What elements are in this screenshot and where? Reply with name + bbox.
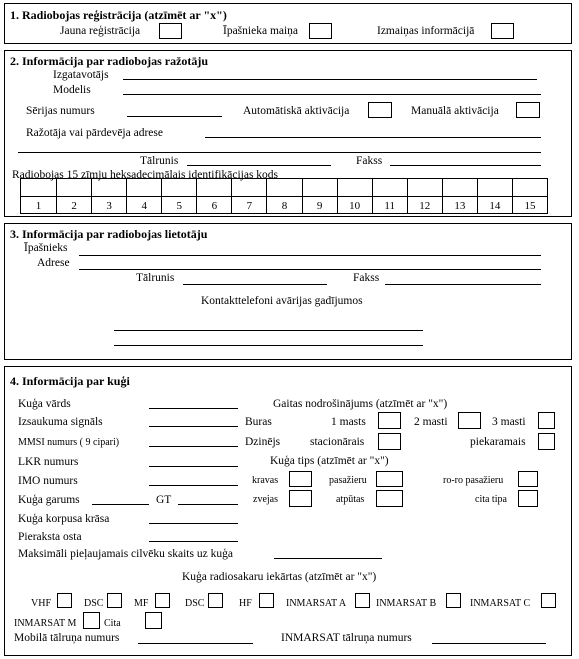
call-sign-label: Izsaukuma signāls: [18, 416, 103, 428]
hex-cell[interactable]: [126, 179, 161, 213]
radio-label-dsc-2: DSC: [185, 598, 205, 609]
port-field[interactable]: [149, 541, 238, 542]
other-type-checkbox[interactable]: [518, 490, 538, 507]
hex-cell-number: 1: [35, 200, 42, 212]
gt-label: GT: [156, 494, 172, 506]
maker-phone-field[interactable]: [187, 165, 331, 166]
user-address-label: Adrese: [37, 257, 70, 269]
mast1-label: 1 masts: [331, 416, 366, 428]
mf-checkbox[interactable]: [155, 593, 170, 608]
section-1-title: 1. Radiobojas reģistrācija (atzīmēt ar "x"): [10, 8, 227, 22]
hex-cell-number: 6: [211, 200, 218, 212]
cargo-checkbox[interactable]: [289, 471, 312, 487]
gt-field[interactable]: [178, 504, 238, 505]
model-field[interactable]: [123, 94, 541, 95]
hex-cell[interactable]: [302, 179, 337, 213]
radio-label-inmarsat-a: INMARSAT A: [286, 598, 347, 609]
hex-cell-number: 5: [176, 200, 183, 212]
maker-address-field[interactable]: [205, 137, 541, 138]
radio-label-cita: Cita: [104, 618, 121, 629]
hex-cell-number: 3: [106, 200, 112, 212]
section-4-title: 4. Informācija par kuģi: [10, 374, 130, 388]
maker-address-label: Ražotāja vai pārdevēja adrese: [26, 127, 163, 139]
mast1-checkbox[interactable]: [378, 412, 401, 429]
serial-label: Sērijas numurs: [26, 105, 95, 117]
user-owner-field[interactable]: [79, 255, 541, 256]
user-address-field[interactable]: [79, 269, 541, 270]
section-registration: [4, 3, 572, 44]
user-phone-label: Tālrunis: [136, 272, 175, 284]
manual-activation-checkbox[interactable]: [516, 102, 540, 118]
hf-checkbox[interactable]: [259, 593, 274, 608]
outboard-checkbox[interactable]: [538, 433, 555, 450]
hex-cell[interactable]: [196, 179, 231, 213]
radio-label-inmarsat-m: INMARSAT M: [14, 618, 77, 629]
cargo-label: kravas: [252, 475, 279, 486]
hex-cell[interactable]: [266, 179, 301, 213]
inmarsat-number-label: INMARSAT tālruņa numurs: [281, 632, 412, 644]
hex-code-grid[interactable]: [20, 178, 548, 214]
max-persons-field[interactable]: [274, 558, 382, 559]
section-user: [4, 223, 572, 360]
maker-field[interactable]: [123, 79, 537, 80]
maker-fax-label: Fakss: [356, 155, 383, 167]
user-fax-label: Fakss: [353, 272, 380, 284]
stationary-checkbox[interactable]: [378, 433, 401, 450]
cita-checkbox[interactable]: [145, 612, 162, 629]
hex-code-label: Radiobojas 15 zīmju heksadecimālais identifikācijas kods: [12, 169, 279, 181]
owner-change-label: Īpašnieka maiņa: [223, 25, 299, 37]
mast3-label: 3 masti: [492, 416, 526, 428]
hex-cell-number: 14: [489, 200, 501, 212]
radio-title: Kuģa radiosakaru iekārtas (atzīmēt ar "x"): [182, 571, 377, 583]
other-type-label: cita tipa: [475, 494, 507, 505]
radio-label-inmarsat-c: INMARSAT C: [470, 598, 531, 609]
hex-cell-number: 15: [524, 200, 536, 212]
imo-label: IMO numurs: [18, 475, 78, 487]
lkr-field[interactable]: [149, 466, 238, 467]
maker-label: Izgatavotājs: [53, 69, 109, 81]
fishing-label: zvejas: [253, 494, 278, 505]
mast2-checkbox[interactable]: [458, 412, 481, 429]
vessel-type-title: Kuģa tips (atzīmēt ar "x"): [270, 455, 389, 467]
hex-cell-number: 2: [71, 200, 77, 212]
user-phone-field[interactable]: [183, 284, 327, 285]
hex-cell-number: 8: [281, 200, 288, 212]
call-sign-field[interactable]: [149, 426, 238, 427]
length-label: Kuģa garums: [18, 494, 80, 506]
hex-cell[interactable]: [442, 179, 477, 213]
inmarsat-a-checkbox[interactable]: [355, 593, 370, 608]
maker-address-field-2[interactable]: [18, 152, 541, 153]
hex-cell-number: 9: [316, 200, 323, 212]
engines-label: Dzinējs: [245, 436, 281, 448]
hex-cell[interactable]: [337, 179, 372, 213]
passenger-label: pasažieru: [329, 475, 367, 486]
hex-cell[interactable]: [512, 179, 547, 213]
dsc-2-checkbox[interactable]: [208, 593, 223, 608]
radio-label-inmarsat-b: INMARSAT B: [376, 598, 437, 609]
roro-checkbox[interactable]: [518, 471, 538, 487]
hex-cell[interactable]: [372, 179, 407, 213]
hex-cell[interactable]: [231, 179, 266, 213]
maker-phone-label: Tālrunis: [140, 155, 179, 167]
hex-cell-number: 7: [246, 200, 253, 212]
length-field[interactable]: [92, 504, 149, 505]
inmarsat-number-field[interactable]: [432, 643, 546, 644]
hex-cell-number: 11: [384, 200, 395, 212]
new-registration-checkbox[interactable]: [159, 23, 182, 39]
vessel-name-field[interactable]: [149, 408, 238, 409]
radio-label-hf: HF: [239, 598, 252, 609]
mmsi-label: MMSI numurs ( 9 cipari): [18, 437, 120, 448]
emergency-field-2[interactable]: [114, 345, 423, 346]
mmsi-field[interactable]: [149, 446, 238, 447]
radio-label-vhf: VHF: [31, 598, 52, 609]
recreation-checkbox[interactable]: [376, 490, 403, 507]
mobile-number-label: Mobilā tālruņa numurs: [14, 632, 120, 644]
hull-color-field[interactable]: [149, 523, 238, 524]
mobile-number-field[interactable]: [138, 643, 253, 644]
manual-activation-label: Manuālā aktivācija: [411, 105, 499, 117]
inmarsat-c-checkbox[interactable]: [541, 593, 556, 608]
serial-field[interactable]: [127, 116, 222, 117]
hex-cell[interactable]: [161, 179, 196, 213]
port-label: Pieraksta osta: [18, 531, 82, 543]
info-change-checkbox[interactable]: [491, 23, 514, 39]
lkr-label: LKR numurs: [18, 456, 79, 468]
vhf-checkbox[interactable]: [57, 593, 72, 608]
hex-cell[interactable]: [477, 179, 512, 213]
radio-label-dsc-1: DSC: [84, 598, 104, 609]
vessel-name-label: Kuģa vārds: [18, 398, 71, 410]
recreation-label: atpūtas: [336, 494, 365, 505]
passenger-checkbox[interactable]: [376, 471, 403, 487]
hex-cell-number: 13: [454, 200, 466, 212]
emergency-contacts-label: Kontakttelefoni avārijas gadījumos: [201, 295, 363, 307]
dsc-1-checkbox[interactable]: [107, 593, 122, 608]
auto-activation-label: Automātiskā aktivācija: [243, 105, 350, 117]
max-persons-label: Maksimāli pieļaujamais cilvēku skaits uz kuģa: [18, 548, 233, 560]
user-owner-label: Īpašnieks: [24, 242, 68, 254]
hex-cell[interactable]: [56, 179, 91, 213]
propulsion-title: Gaitas nodrošinājums (atzīmēt ar "x"): [273, 398, 448, 410]
model-label: Modelis: [53, 84, 91, 96]
imo-field[interactable]: [149, 485, 238, 486]
auto-activation-checkbox[interactable]: [368, 102, 392, 118]
mast2-label: 2 masti: [414, 416, 448, 428]
hull-color-label: Kuģa korpusa krāsa: [18, 513, 110, 525]
fishing-checkbox[interactable]: [289, 490, 312, 507]
mast3-checkbox[interactable]: [538, 412, 555, 429]
stationary-label: stacionārais: [310, 436, 365, 448]
new-registration-label: Jauna reģistrācija: [60, 25, 141, 37]
sails-label: Buras: [245, 416, 272, 428]
radio-label-mf: MF: [134, 598, 149, 609]
maker-fax-field[interactable]: [390, 165, 541, 166]
hex-cell[interactable]: [21, 179, 56, 213]
inmarsat-m-checkbox[interactable]: [83, 612, 100, 629]
section-2-title: 2. Informācija par radiobojas ražotāju: [10, 54, 209, 68]
emergency-field-1[interactable]: [114, 330, 423, 331]
info-change-label: Izmaiņas informācijā: [377, 25, 475, 37]
section-3-title: 3. Informācija par radiobojas lietotāju: [10, 227, 208, 241]
owner-change-checkbox[interactable]: [309, 23, 332, 39]
hex-cell[interactable]: [407, 179, 442, 213]
hex-cell-number: 12: [419, 200, 431, 212]
inmarsat-b-checkbox[interactable]: [446, 593, 461, 608]
hex-cell-number: 4: [141, 200, 147, 212]
hex-cell[interactable]: [91, 179, 126, 213]
roro-label: ro-ro pasažieru: [443, 475, 504, 486]
user-fax-field[interactable]: [385, 284, 541, 285]
hex-cell-number: 10: [349, 200, 361, 212]
outboard-label: piekaramais: [470, 436, 526, 448]
